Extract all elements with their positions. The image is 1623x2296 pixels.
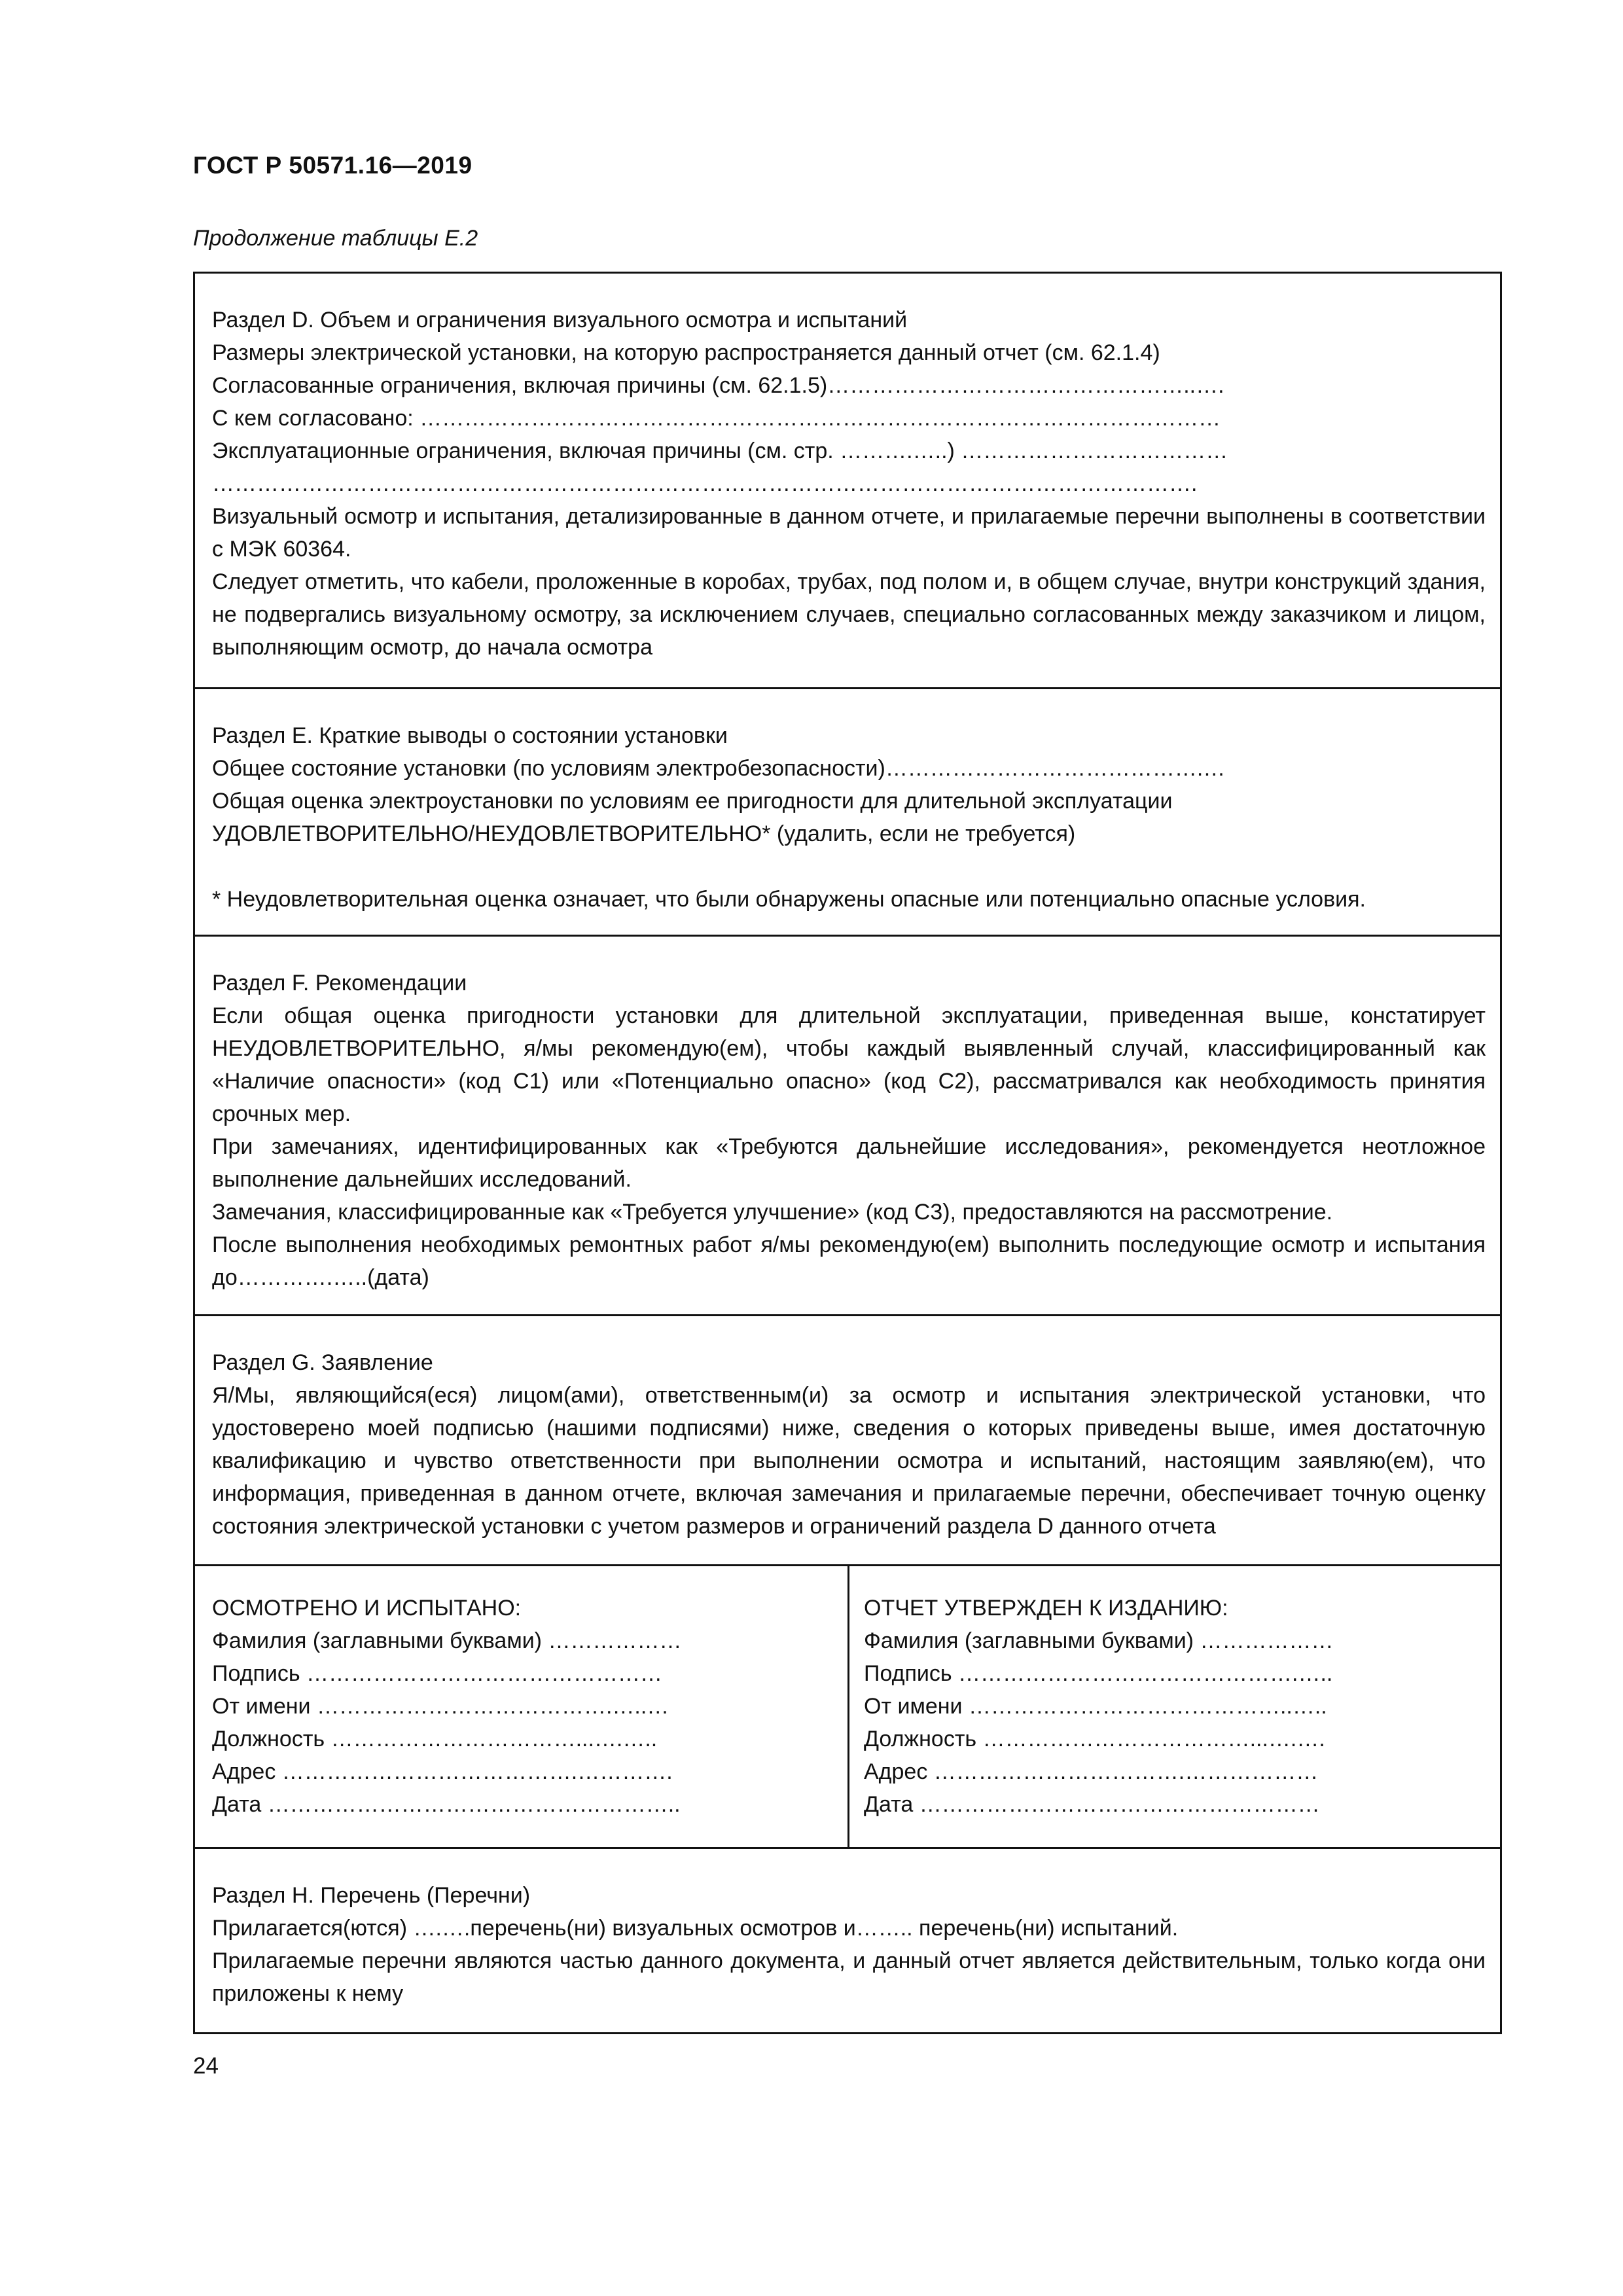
section-f-paragraph-3: Замечания, классифицированные как «Требуется улучшение» (код С3), предоставляются на рассмотрение. xyxy=(212,1200,1333,1225)
section-g-declaration: Я/Мы, являющийся(еся) лицом(ами), ответственным(и) за осмотр и испытания электрической установки, что удостоверено моей подписью (нашими подписями) ниже, сведения о которых приведены выше, имея достаточную квалификацию и чувство ответственности при выполнении осмотра и испытаний, настоящим заявляю(ем), что информация, приведенная в данном отчете, включая замечания и прилагаемые перечни, обеспечивает точную оценку состояния электрической установки с учетом размеров и ограничений раздела D данного отчета xyxy=(212,1383,1486,1539)
signature-surname-field: Фамилия (заглавными буквами) ……………… xyxy=(212,1628,682,1653)
section-f-paragraph-2: При замечаниях, идентифицированных как «Требуются дальнейшие исследования», рекомендуется неотложное выполнение дальнейших исследований. xyxy=(212,1134,1486,1192)
signature-sign-field: Подпись ………………………………………… xyxy=(212,1661,663,1686)
section-d-blank-line: ……………………………………………………………………………………………………………………. xyxy=(212,471,1198,496)
signature-address-field: Адрес ………………………………….…………. xyxy=(212,1759,673,1784)
section-e xyxy=(195,689,1500,937)
signature-on-behalf-field: От имени ………………………………….…..… xyxy=(212,1694,669,1719)
section-f xyxy=(195,937,1500,1316)
signature-position-field: Должность ……………………………...….….. xyxy=(212,1727,658,1751)
section-e-footnote: * Неудовлетворительная оценка означает, что были обнаружены опасные или потенциально опасные условия. xyxy=(212,887,1366,912)
section-d-agreed-limits: Согласованные ограничения, включая причины (см. 62.1.5)…………………………………………..…. xyxy=(212,373,1224,398)
section-h-validity-text: Прилагаемые перечни являются частью данного документа, и данный отчет является действительным, только когда они приложены к нему xyxy=(212,1948,1486,2006)
section-d xyxy=(195,274,1500,689)
standard-designation: ГОСТ Р 50571.16—2019 xyxy=(193,152,473,179)
signature-on-behalf-field: От имени ……………………………………..….. xyxy=(864,1694,1327,1719)
section-e-overall-assessment: Общая оценка электроустановки по условиям ее пригодности для длительной эксплуатации xyxy=(212,789,1173,814)
signature-sign-field: Подпись ……………………………………….….. xyxy=(864,1661,1333,1686)
section-d-note-text: Следует отметить, что кабели, проложенные в коробах, трубах, под полом и, в общем случае, внутри конструкций здания, не подвергались визуальному осмотру, за исключением случаев, специально согласованных между заказчиком и лицом, выполняющим осмотр, до начала осмотра xyxy=(212,569,1486,660)
section-e-general-condition: Общее состояние установки (по условиям электробезопасности)…………………………………….… xyxy=(212,756,1226,781)
section-f-paragraph-4: После выполнения необходимых ремонтных работ я/мы рекомендую(ем) выполнить последующие осмотр и испытания до………….…..(дата) xyxy=(212,1232,1486,1290)
signature-approved xyxy=(847,1566,1500,1847)
signature-position-field: Должность ………………………………...….…. xyxy=(864,1727,1325,1751)
section-d-agreed-with: С кем согласовано: ……………………………………………………………………………………………… xyxy=(212,406,1221,431)
section-f-paragraph-1: Если общая оценка пригодности установки для длительной эксплуатации, приведенная выше, констатирует НЕУДОВЛЕТВОРИТЕЛЬНО, я/мы рекомендую(ем), чтобы каждый выявленный случай, классифицированный как «Наличие опасности» (код С1) или «Потенциально опасно» (код С2), рассматривался как необходимость принятия срочных мер. xyxy=(212,1003,1486,1126)
section-h-title: Раздел Н. Перечень (Перечни) xyxy=(212,1883,531,1908)
signature-surname-field: Фамилия (заглавными буквами) ……………… xyxy=(864,1628,1334,1653)
signature-date-field: Дата ……………………………………………… xyxy=(864,1792,1320,1817)
section-d-installation-size: Размеры электрической установки, на которую распространяется данный отчет (см. 62.1.4) xyxy=(212,340,1160,365)
signature-date-field: Дата ……………………………………………….. xyxy=(212,1792,681,1817)
section-d-title: Раздел D. Объем и ограничения визуального осмотра и испытаний xyxy=(212,308,908,332)
section-f-title: Раздел F. Рекомендации xyxy=(212,971,467,996)
section-d-compliance-text: Визуальный осмотр и испытания, детализированные в данном отчете, и прилагаемые перечни выполнены в соответствии с МЭК 60364. xyxy=(212,504,1486,562)
section-h xyxy=(195,1849,1500,2032)
table-caption: Продолжение таблицы Е.2 xyxy=(193,226,478,251)
signature-inspected xyxy=(195,1566,847,1847)
page-number: 24 xyxy=(193,2053,219,2079)
signature-heading: ОСМОТРЕНО И ИСПЫТАНО: xyxy=(212,1596,522,1621)
section-e-assessment-options: УДОВЛЕТВОРИТЕЛЬНО/НЕУДОВЛЕТВОРИТЕЛЬНО* (удалить, если не требуется) xyxy=(212,821,1076,846)
section-g-title: Раздел G. Заявление xyxy=(212,1350,433,1375)
signature-heading: ОТЧЕТ УТВЕРЖДЕН К ИЗДАНИЮ: xyxy=(864,1596,1228,1621)
section-g xyxy=(195,1316,1500,1566)
section-h-attachments-count: Прилагается(ются) ….….перечень(ни) визуальных осмотров и…….. перечень(ни) испытаний. xyxy=(212,1916,1179,1941)
section-e-title: Раздел Е. Краткие выводы о состоянии установки xyxy=(212,723,728,748)
report-table xyxy=(193,272,1502,2034)
signature-address-field: Адрес …………………………….……………… xyxy=(864,1759,1319,1784)
signature-block xyxy=(195,1566,1500,1849)
section-d-operational-limits: Эксплуатационные ограничения, включая причины (см. стр. ……….…..) ……………………………… xyxy=(212,439,1228,463)
